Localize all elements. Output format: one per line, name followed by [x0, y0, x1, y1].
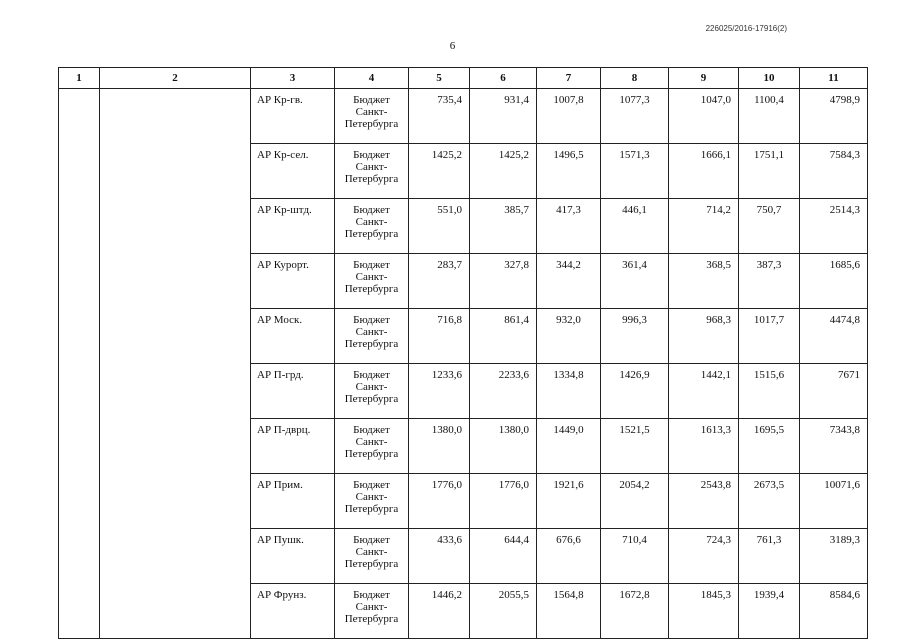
funding-source-line: Санкт- [355, 216, 388, 228]
document-code: 226025/2016-17916(2) [705, 24, 787, 33]
value-cell: 996,3 [601, 309, 669, 364]
funding-source-cell [335, 584, 409, 639]
value-cell: 385,7 [470, 199, 537, 254]
funding-source-line: Санкт- [355, 326, 388, 338]
funding-source-line: Бюджет [353, 94, 390, 106]
value-cell: 433,6 [409, 529, 470, 584]
funding-source-line: Петербурга [344, 228, 399, 240]
value-cell: 1380,0 [409, 419, 470, 474]
value-cell: 1776,0 [470, 474, 537, 529]
value-cell: 1100,4 [739, 89, 800, 144]
value-cell: 1695,5 [739, 419, 800, 474]
value-cell: 1776,0 [409, 474, 470, 529]
value-cell: 4474,8 [800, 309, 868, 364]
column-1-cell [59, 89, 100, 639]
value-cell: 1685,6 [800, 254, 868, 309]
value-cell: 1939,4 [739, 584, 800, 639]
value-cell: 2054,2 [601, 474, 669, 529]
value-cell: 1571,3 [601, 144, 669, 199]
area-cell: АР Кр-штд. [251, 199, 335, 254]
column-header: 4 [335, 68, 409, 89]
funding-source-cell [335, 419, 409, 474]
value-cell: 551,0 [409, 199, 470, 254]
area-cell: АР Курорт. [251, 254, 335, 309]
budget-table [58, 67, 868, 639]
funding-source-cell [335, 364, 409, 419]
value-cell: 2055,5 [470, 584, 537, 639]
funding-source-line: Санкт- [355, 601, 388, 613]
value-cell: 1666,1 [669, 144, 739, 199]
value-cell: 861,4 [470, 309, 537, 364]
column-header: 7 [537, 68, 601, 89]
column-header: 5 [409, 68, 470, 89]
area-cell: АР Кр-сел. [251, 144, 335, 199]
column-header: 6 [470, 68, 537, 89]
value-cell: 761,3 [739, 529, 800, 584]
value-cell: 931,4 [470, 89, 537, 144]
value-cell: 2673,5 [739, 474, 800, 529]
funding-source-line: Санкт- [355, 546, 388, 558]
column-header: 10 [739, 68, 800, 89]
value-cell: 4798,9 [800, 89, 868, 144]
funding-source-line: Петербурга [344, 613, 399, 625]
funding-source-line: Петербурга [344, 448, 399, 460]
value-cell: 7584,3 [800, 144, 868, 199]
value-cell: 1672,8 [601, 584, 669, 639]
table-header-row [59, 68, 868, 89]
value-cell: 1751,1 [739, 144, 800, 199]
area-cell: АР Фрунз. [251, 584, 335, 639]
funding-source-line: Бюджет [353, 259, 390, 271]
value-cell: 417,3 [537, 199, 601, 254]
value-cell: 710,4 [601, 529, 669, 584]
area-cell: АР П-грд. [251, 364, 335, 419]
value-cell: 1017,7 [739, 309, 800, 364]
value-cell: 387,3 [739, 254, 800, 309]
value-cell: 714,2 [669, 199, 739, 254]
column-header: 9 [669, 68, 739, 89]
area-cell: АР Моск. [251, 309, 335, 364]
value-cell: 1425,2 [409, 144, 470, 199]
value-cell: 8584,6 [800, 584, 868, 639]
column-header: 8 [601, 68, 669, 89]
value-cell: 327,8 [470, 254, 537, 309]
funding-source-line: Петербурга [344, 503, 399, 515]
funding-source-line: Бюджет [353, 424, 390, 436]
value-cell: 7671 [800, 364, 868, 419]
value-cell: 2233,6 [470, 364, 537, 419]
value-cell: 361,4 [601, 254, 669, 309]
value-cell: 735,4 [409, 89, 470, 144]
funding-source-line: Санкт- [355, 381, 388, 393]
funding-source-line: Петербурга [344, 283, 399, 295]
value-cell: 3189,3 [800, 529, 868, 584]
funding-source-line: Петербурга [344, 393, 399, 405]
column-header: 11 [800, 68, 868, 89]
funding-source-cell [335, 254, 409, 309]
page-number: 6 [449, 40, 456, 52]
value-cell: 1496,5 [537, 144, 601, 199]
value-cell: 676,6 [537, 529, 601, 584]
value-cell: 932,0 [537, 309, 601, 364]
value-cell: 968,3 [669, 309, 739, 364]
value-cell: 1425,2 [470, 144, 537, 199]
funding-source-line: Санкт- [355, 161, 388, 173]
funding-source-cell [335, 529, 409, 584]
funding-source-line: Петербурга [344, 338, 399, 350]
table-row [59, 89, 868, 144]
value-cell: 446,1 [601, 199, 669, 254]
funding-source-line: Бюджет [353, 369, 390, 381]
funding-source-line: Петербурга [344, 558, 399, 570]
funding-source-line: Санкт- [355, 271, 388, 283]
column-header: 2 [100, 68, 251, 89]
funding-source-cell [335, 199, 409, 254]
area-cell: АР Прим. [251, 474, 335, 529]
value-cell: 644,4 [470, 529, 537, 584]
value-cell: 344,2 [537, 254, 601, 309]
column-header: 1 [59, 68, 100, 89]
value-cell: 1442,1 [669, 364, 739, 419]
funding-source-line: Бюджет [353, 204, 390, 216]
value-cell: 368,5 [669, 254, 739, 309]
value-cell: 1233,6 [409, 364, 470, 419]
value-cell: 1613,3 [669, 419, 739, 474]
value-cell: 1007,8 [537, 89, 601, 144]
value-cell: 1845,3 [669, 584, 739, 639]
funding-source-line: Санкт- [355, 106, 388, 118]
value-cell: 750,7 [739, 199, 800, 254]
value-cell: 2543,8 [669, 474, 739, 529]
column-header: 3 [251, 68, 335, 89]
funding-source-line: Петербурга [344, 173, 399, 185]
funding-source-line: Петербурга [344, 118, 399, 130]
value-cell: 1077,3 [601, 89, 669, 144]
column-2-cell [100, 89, 251, 639]
value-cell: 10071,6 [800, 474, 868, 529]
funding-source-cell [335, 474, 409, 529]
value-cell: 1921,6 [537, 474, 601, 529]
value-cell: 1047,0 [669, 89, 739, 144]
area-cell: АР Пушк. [251, 529, 335, 584]
value-cell: 1564,8 [537, 584, 601, 639]
value-cell: 716,8 [409, 309, 470, 364]
value-cell: 1446,2 [409, 584, 470, 639]
funding-source-line: Бюджет [353, 534, 390, 546]
value-cell: 1380,0 [470, 419, 537, 474]
value-cell: 1426,9 [601, 364, 669, 419]
funding-source-line: Бюджет [353, 149, 390, 161]
value-cell: 1334,8 [537, 364, 601, 419]
value-cell: 1515,6 [739, 364, 800, 419]
funding-source-line: Бюджет [353, 314, 390, 326]
funding-source-line: Бюджет [353, 589, 390, 601]
funding-source-cell [335, 144, 409, 199]
funding-source-line: Санкт- [355, 491, 388, 503]
value-cell: 1521,5 [601, 419, 669, 474]
value-cell: 724,3 [669, 529, 739, 584]
value-cell: 283,7 [409, 254, 470, 309]
value-cell: 2514,3 [800, 199, 868, 254]
area-cell: АР Кр-гв. [251, 89, 335, 144]
funding-source-line: Бюджет [353, 479, 390, 491]
funding-source-cell [335, 89, 409, 144]
funding-source-cell [335, 309, 409, 364]
value-cell: 7343,8 [800, 419, 868, 474]
funding-source-line: Санкт- [355, 436, 388, 448]
area-cell: АР П-дврц. [251, 419, 335, 474]
value-cell: 1449,0 [537, 419, 601, 474]
